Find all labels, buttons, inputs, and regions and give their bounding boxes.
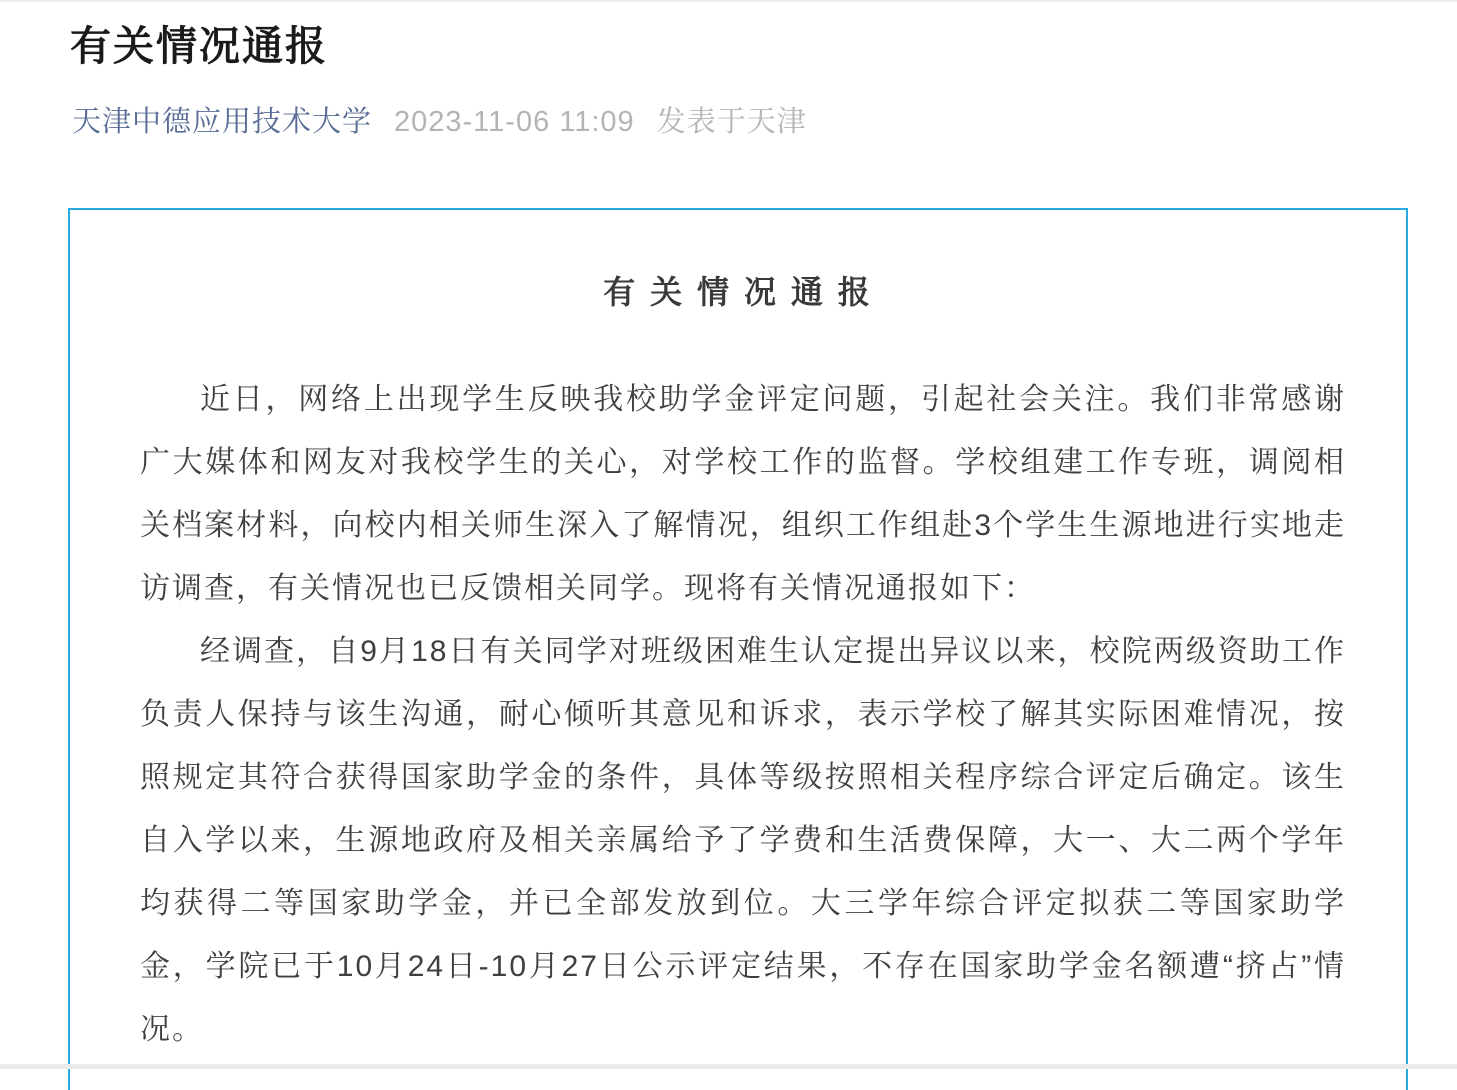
- bottom-cutoff-strip: [0, 1064, 1457, 1069]
- publish-datetime: 2023-11-06 11:09: [394, 106, 635, 138]
- notice-heading: 有 关 情 况 通 报: [603, 274, 873, 310]
- page-title: 有关情况通报: [70, 23, 328, 69]
- notice-paragraph: 近日，网络上出现学生反映我校助学金评定问题，引起社会关注。我们非常感谢广大媒体和网友对我校学生的关心，对学校工作的监督。学校组建工作专班，调阅相关档案材料，向校内相关师生深入了解情况，组织工作组赴3个学生生源地进行实地走访调查，有关情况也已反馈相关同学。现将有关情况通报如下：: [140, 383, 1346, 605]
- top-hairline: [0, 0, 1457, 2]
- notice-box: [68, 208, 1408, 1090]
- notice-body: [140, 368, 1346, 1061]
- publish-location: 发表于天津: [656, 106, 807, 138]
- byline: [72, 104, 807, 142]
- notice-paragraph: 经调查，自9月18日有关同学对班级困难生认定提出异议以来，校院两级资助工作负责人保持与该生沟通，耐心倾听其意见和诉求，表示学校了解其实际困难情况，按照规定其符合获得国家助学金的条件，具体等级按照相关程序综合评定后确定。该生自入学以来，生源地政府及相关亲属给予了学费和生活费保障，大一、大二两个学年均获得二等国家助学金，并已全部发放到位。大三学年综合评定拟获二等国家助学金，学院已于10月24日-10月27日公示评定结果，不存在国家助学金名额遭“挤占”情况。: [140, 635, 1346, 1046]
- account-link[interactable]: 天津中德应用技术大学: [72, 106, 373, 138]
